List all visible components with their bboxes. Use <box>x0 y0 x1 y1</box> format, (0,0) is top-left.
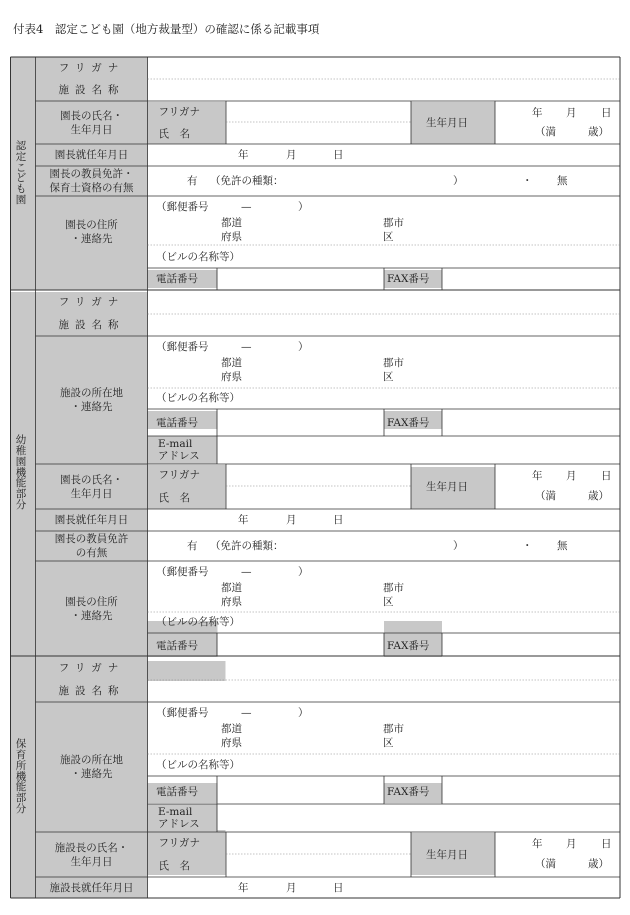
tel-3-fax: FAX番号 <box>387 640 430 652</box>
shisetsucho-name-3-birth-label: 生年月日 <box>426 848 468 861</box>
shaded-cell <box>384 621 442 639</box>
shunin-2-day: 日 <box>333 514 344 526</box>
shunin-3-day: 日 <box>333 882 344 894</box>
encho-name-1-label-2: 生年月日 <box>70 123 113 136</box>
menkyo-2-kind: （免許の種類： <box>210 540 284 552</box>
building-4: （ビルの名称等） <box>156 759 240 771</box>
menkyo-1-dot: ・ <box>522 175 533 187</box>
addr-3-todo: 都道 <box>221 582 242 594</box>
addr-1-fuken: 府県 <box>221 231 242 243</box>
facility-address-label-2: 施設の所在地 <box>60 387 123 399</box>
menkyo-label-1-2: 保育士資格の有無 <box>49 182 134 194</box>
menkyo-1-kind: （免許の種類： <box>210 175 284 187</box>
encho-name-2-birth-label: 生年月日 <box>426 480 468 493</box>
addr-2-gun: 郡市 <box>383 357 404 369</box>
addr-4-fuken: 府県 <box>221 737 242 749</box>
addr-4-yubin: （郵便番号 <box>156 707 209 719</box>
tel-2-fax: FAX番号 <box>387 417 430 429</box>
shisetsucho-name-3-age-close: 歳） <box>588 857 609 870</box>
shunin-3-month: 月 <box>286 882 297 894</box>
section-label-youchien: 幼稚園機能部分 <box>15 434 27 511</box>
encho-name-1-age-open: （満 <box>535 125 556 138</box>
encho-name-1-year: 年 <box>532 107 543 119</box>
tel-1-tel: 電話番号 <box>156 273 198 285</box>
addr-1-gun: 郡市 <box>383 217 404 229</box>
encho-name-1-birth-label: 生年月日 <box>426 116 468 129</box>
addr-3-ku: 区 <box>383 596 394 608</box>
encho-name-2-label: 園長の氏名・ <box>60 473 123 486</box>
shunin-1-year: 年 <box>238 149 249 161</box>
addr-3-yubin: （郵便番号 <box>156 566 209 578</box>
addr-2-fuken: 府県 <box>221 371 242 383</box>
furigana-label-2: フリガナ <box>58 296 125 308</box>
shisetsucho-name-3-age-open: （満 <box>535 857 556 870</box>
shisetsucho-name-3-month: 月 <box>566 838 577 850</box>
encho-name-2-month: 月 <box>566 470 577 482</box>
encho-name-2-day: 日 <box>601 470 612 482</box>
building-1: （ビルの名称等） <box>156 251 240 263</box>
encho-name-1-month: 月 <box>566 107 577 119</box>
shisetsucho-name-3-shimei-label: 氏 名 <box>158 859 190 872</box>
tel-4-fax: FAX番号 <box>387 786 430 798</box>
addr-4-todo: 都道 <box>221 723 242 735</box>
encho-name-1-age-close: 歳） <box>588 125 609 138</box>
menkyo-2-yu: 有 <box>187 540 198 552</box>
encho-address-label-1: 園長の住所 <box>65 219 118 231</box>
tel-4-tel: 電話番号 <box>156 786 198 798</box>
building-2: （ビルの名称等） <box>156 392 240 404</box>
tel-3-tel: 電話番号 <box>156 640 198 652</box>
addr-4-dash: — <box>241 707 252 719</box>
addr-1-ku: 区 <box>383 231 394 243</box>
shisetsucho-name-3-label-2: 生年月日 <box>70 855 113 868</box>
shunin-2-year: 年 <box>238 514 249 526</box>
encho-name-1-furigana-label: フリガナ <box>158 106 200 118</box>
furigana-label-3: フリガナ <box>58 662 125 674</box>
email-label-3a: E-mail <box>158 806 193 818</box>
building-3: （ビルの名称等） <box>156 616 240 628</box>
shisetsucho-name-3-furigana-label: フリガナ <box>158 837 200 849</box>
menkyo-2-paren: ） <box>453 540 464 552</box>
menkyo-2-mu: 無 <box>557 540 568 552</box>
facility-address-label-3-2: ・連絡先 <box>70 768 113 780</box>
menkyo-1-mu: 無 <box>557 175 568 187</box>
encho-shunin-label-2: 園長就任年月日 <box>54 514 129 526</box>
menkyo-label-2: 園長の教員免許 <box>54 533 129 545</box>
addr-2-ku: 区 <box>383 371 394 383</box>
menkyo-1-yu: 有 <box>187 175 198 187</box>
encho-name-2-furigana-label: フリガナ <box>158 469 200 481</box>
addr-1-todo: 都道 <box>221 217 242 229</box>
addr-2-dash: — <box>241 341 252 353</box>
addr-3-gun: 郡市 <box>383 582 404 594</box>
encho-shunin-label-1: 園長就任年月日 <box>54 149 129 161</box>
email-label-2b: アドレス <box>158 450 200 462</box>
encho-name-2-label-2: 生年月日 <box>70 487 113 500</box>
section-label-hoikusho: 保育所機能部分 <box>15 738 27 815</box>
tel-2-tel: 電話番号 <box>156 417 198 429</box>
shisetsucho-name-3-day: 日 <box>601 838 612 850</box>
shunin-1-month: 月 <box>286 149 297 161</box>
encho-name-2-year: 年 <box>532 470 543 482</box>
shisetsu-meisho-label-3: 施設名称 <box>58 685 125 697</box>
encho-name-1-day: 日 <box>601 107 612 119</box>
shunin-1-day: 日 <box>333 149 344 161</box>
addr-2-todo: 都道 <box>221 357 242 369</box>
shaded-cell <box>148 661 226 681</box>
email-label-3b: アドレス <box>158 818 200 830</box>
addr-2-yubin: （郵便番号 <box>156 341 209 353</box>
addr-1-paren: ） <box>298 201 309 213</box>
addr-3-fuken: 府県 <box>221 596 242 608</box>
addr-4-paren: ） <box>298 707 309 719</box>
shisetsucho-name-3-label: 施設長の氏名・ <box>54 841 129 854</box>
menkyo-2-dot: ・ <box>522 540 533 552</box>
encho-name-2-age-open: （満 <box>535 489 556 502</box>
tel-1-fax: FAX番号 <box>387 273 430 285</box>
shisetsucho-shunin-label-3: 施設長就任年月日 <box>49 881 134 894</box>
addr-1-yubin: （郵便番号 <box>156 201 209 213</box>
addr-4-ku: 区 <box>383 737 394 749</box>
menkyo-label-1: 園長の教員免許・ <box>49 168 134 180</box>
encho-name-2-shimei-label: 氏 名 <box>158 491 190 504</box>
encho-address-label-2-2: ・連絡先 <box>70 609 113 622</box>
addr-3-paren: ） <box>298 566 309 578</box>
encho-address-label-2: 園長の住所 <box>65 595 118 608</box>
document-title: 付表4 認定こども園（地方裁量型）の確認に係る記載事項 <box>13 22 320 36</box>
email-label-2a: E-mail <box>158 438 193 450</box>
facility-address-label-2-2: ・連絡先 <box>70 401 113 413</box>
section-label-nintei: 認定こども園 <box>15 140 27 207</box>
encho-name-1-label: 園長の氏名・ <box>60 109 123 122</box>
addr-4-gun: 郡市 <box>383 723 404 735</box>
menkyo-1-paren: ） <box>453 175 464 187</box>
furigana-label-1: フリガナ <box>58 62 125 74</box>
shisetsu-meisho-label-1: 施設名称 <box>58 84 125 96</box>
addr-3-dash: — <box>241 566 252 578</box>
encho-name-2-age-close: 歳） <box>588 489 609 502</box>
facility-address-label-3: 施設の所在地 <box>60 754 123 766</box>
encho-name-1-shimei-label: 氏 名 <box>158 127 190 140</box>
menkyo-label-2-2: の有無 <box>75 547 108 559</box>
addr-1-dash: — <box>241 201 252 213</box>
encho-address-label-1-2: ・連絡先 <box>70 233 113 245</box>
shisetsucho-name-3-year: 年 <box>532 838 543 850</box>
shunin-2-month: 月 <box>286 514 297 526</box>
shunin-3-year: 年 <box>238 882 249 894</box>
addr-2-paren: ） <box>298 341 309 353</box>
shisetsu-meisho-label-2: 施設名称 <box>58 319 125 331</box>
